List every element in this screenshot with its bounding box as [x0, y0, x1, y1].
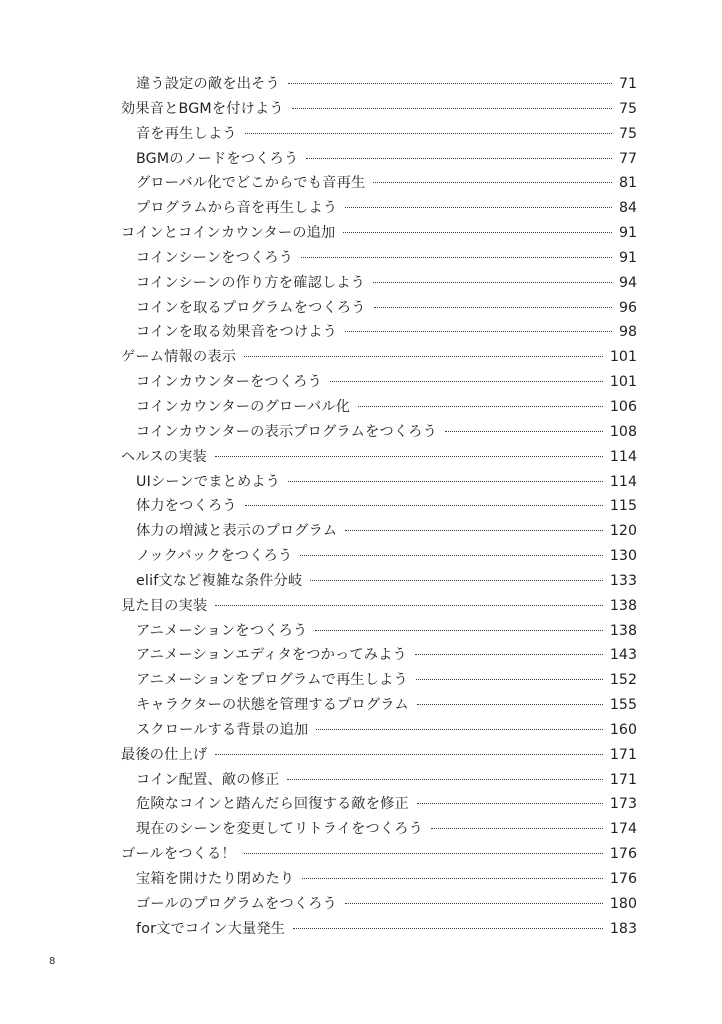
toc-entry-page-number: 173 [609, 796, 637, 813]
toc-entry-title: コイン配置、敵の修正 [136, 771, 280, 788]
dot-leader [301, 256, 612, 258]
table-of-contents [121, 72, 637, 942]
dot-leader [445, 430, 603, 432]
toc-subsection-entry [121, 668, 637, 693]
toc-entry-title: ノックバックをつくろう [136, 548, 293, 565]
toc-subsection-entry [121, 470, 637, 495]
toc-entry-page-number: 171 [609, 746, 637, 763]
dot-leader [244, 355, 603, 357]
toc-subsection-entry [121, 395, 637, 420]
toc-entry-page-number: 115 [609, 498, 637, 515]
toc-entry-page-number: 143 [609, 647, 637, 664]
toc-subsection-entry [121, 494, 637, 519]
dot-leader [215, 604, 603, 606]
toc-subsection-entry [121, 147, 637, 172]
dot-leader [244, 852, 603, 854]
toc-subsection-entry [121, 320, 637, 345]
toc-entry-page-number: 71 [618, 76, 637, 92]
dot-leader [417, 802, 603, 804]
toc-entry-page-number: 138 [609, 597, 637, 614]
toc-subsection-entry [121, 569, 637, 594]
dot-leader [431, 827, 603, 829]
toc-entry-title: キャラクターの状態を管理するプログラム [136, 697, 409, 714]
toc-subsection-entry [121, 619, 637, 644]
toc-entry-title: 体力をつくろう [136, 498, 237, 515]
toc-entry-page-number: 155 [609, 697, 637, 714]
toc-section-entry [121, 445, 637, 470]
toc-section-entry [121, 743, 637, 768]
toc-entry-page-number: 91 [618, 225, 637, 242]
toc-entry-page-number: 171 [609, 771, 637, 788]
toc-entry-page-number: 81 [618, 175, 637, 192]
toc-entry-page-number: 133 [609, 572, 637, 589]
dot-leader [373, 281, 612, 283]
toc-entry-title: コインカウンターの表示プログラムをつくろう [136, 423, 438, 440]
toc-entry-page-number: 138 [609, 622, 637, 639]
dot-leader [288, 82, 612, 84]
page-number: 8 [49, 956, 56, 967]
toc-subsection-entry [121, 420, 637, 445]
toc-subsection-entry [121, 271, 637, 296]
toc-entry-page-number: 101 [609, 374, 637, 391]
toc-entry-title: for文でコイン大量発生 [136, 920, 286, 937]
toc-entry-title: 音を再生しよう [136, 125, 237, 142]
toc-entry-title: コインとコインカウンターの追加 [121, 225, 336, 242]
toc-entry-page-number: 174 [609, 821, 637, 838]
toc-subsection-entry [121, 718, 637, 743]
toc-subsection-entry [121, 544, 637, 569]
toc-subsection-entry [121, 867, 637, 892]
toc-entry-title: コインを取るプログラムをつくろう [136, 299, 366, 316]
toc-entry-title: コインシーンをつくろう [136, 249, 294, 266]
dot-leader [415, 653, 603, 655]
toc-subsection-entry [121, 246, 637, 271]
dot-leader [245, 504, 603, 506]
toc-subsection-entry [121, 768, 637, 793]
toc-entry-title: 違う設定の敵を出そう [136, 76, 280, 92]
toc-entry-title: ゴールのプログラムをつくろう [136, 895, 338, 912]
toc-entry-title: アニメーションをプログラムで再生しよう [136, 672, 408, 689]
dot-leader [306, 157, 612, 159]
dot-leader [345, 206, 612, 208]
dot-leader [245, 132, 612, 134]
dot-leader [310, 579, 603, 581]
toc-entry-title: 効果音とBGMを付けよう [121, 100, 284, 117]
toc-entry-page-number: 108 [609, 423, 637, 440]
toc-entry-title: ゲーム情報の表示 [121, 349, 237, 366]
toc-entry-page-number: 98 [618, 324, 637, 341]
toc-subsection-entry [121, 693, 637, 718]
dot-leader [417, 703, 603, 705]
dot-leader [358, 405, 603, 407]
toc-section-entry [121, 97, 637, 122]
toc-subsection-entry [121, 917, 637, 942]
toc-subsection-entry [121, 171, 637, 196]
toc-entry-page-number: 106 [609, 398, 637, 415]
dot-leader [300, 554, 602, 556]
toc-entry-title: アニメーションをつくろう [136, 622, 308, 639]
dot-leader [288, 480, 603, 482]
dot-leader [287, 778, 602, 780]
toc-entry-title: 現在のシーンを変更してリトライをつくろう [136, 821, 424, 838]
toc-section-entry [121, 842, 637, 867]
toc-subsection-entry [121, 792, 637, 817]
toc-entry-page-number: 152 [609, 672, 637, 689]
toc-entry-title: コインシーンの作り方を確認しよう [136, 274, 366, 291]
toc-entry-title: グローバル化でどこからでも音再生 [136, 175, 366, 192]
toc-entry-title: 危険なコインと踏んだら回復する敵を修正 [136, 796, 409, 813]
toc-entry-title: ゴールをつくる！ [121, 846, 236, 863]
toc-subsection-entry [121, 519, 637, 544]
toc-entry-page-number: 75 [618, 125, 637, 142]
toc-subsection-entry [121, 370, 637, 395]
toc-entry-page-number: 114 [609, 448, 637, 465]
dot-leader [292, 107, 612, 109]
toc-entry-title: スクロールする背景の追加 [136, 721, 309, 738]
toc-entry-page-number: 75 [618, 100, 637, 117]
toc-entry-title: elif文など複雑な条件分岐 [136, 572, 303, 589]
dot-leader [316, 728, 603, 730]
toc-entry-page-number: 130 [609, 548, 637, 565]
toc-entry-title: UIシーンでまとめよう [136, 473, 281, 490]
toc-entry-page-number: 176 [609, 871, 637, 887]
dot-leader [345, 902, 603, 904]
toc-entry-page-number: 101 [609, 349, 637, 366]
toc-subsection-entry [121, 643, 637, 668]
toc-entry-page-number: 120 [609, 523, 637, 540]
toc-entry-page-number: 77 [618, 150, 637, 167]
toc-entry-title: コインを取る効果音をつけよう [136, 324, 338, 341]
dot-leader [343, 231, 612, 233]
toc-entry-title: ヘルスの実装 [121, 448, 207, 465]
toc-entry-page-number: 84 [618, 200, 637, 217]
toc-subsection-entry [121, 296, 637, 321]
toc-entry-page-number: 176 [609, 846, 637, 863]
dot-leader [315, 629, 603, 631]
toc-entry-title: 見た目の実装 [121, 597, 208, 614]
toc-section-entry [121, 221, 637, 246]
toc-entry-page-number: 96 [618, 299, 637, 316]
toc-subsection-entry [121, 892, 637, 917]
toc-entry-title: コインカウンターをつくろう [136, 374, 323, 391]
toc-entry-title: 最後の仕上げ [121, 746, 208, 763]
dot-leader [293, 927, 603, 929]
toc-entry-page-number: 114 [609, 473, 637, 490]
toc-entry-title: 体力の増減と表示のプログラム [136, 523, 338, 540]
dot-leader [373, 181, 612, 183]
toc-entry-title: アニメーションエディタをつかってみよう [136, 647, 407, 664]
dot-leader [416, 678, 603, 680]
toc-entry-title: コインカウンターのグローバル化 [136, 398, 351, 415]
toc-entry-page-number: 180 [609, 895, 637, 912]
toc-subsection-entry [121, 72, 637, 97]
toc-entry-page-number: 183 [609, 920, 637, 937]
dot-leader [330, 380, 603, 382]
toc-entry-page-number: 91 [618, 249, 637, 266]
dot-leader [215, 455, 603, 457]
toc-entry-title: プログラムから音を再生しよう [136, 200, 338, 217]
toc-subsection-entry [121, 196, 637, 221]
toc-entry-page-number: 160 [609, 721, 637, 738]
dot-leader [374, 306, 612, 308]
toc-entry-title: BGMのノードをつくろう [136, 150, 299, 167]
toc-section-entry [121, 345, 637, 370]
toc-subsection-entry [121, 122, 637, 147]
toc-section-entry [121, 594, 637, 619]
dot-leader [345, 330, 612, 332]
dot-leader [302, 877, 603, 879]
dot-leader [215, 753, 603, 755]
toc-subsection-entry [121, 817, 637, 842]
toc-entry-page-number: 94 [618, 274, 637, 291]
dot-leader [345, 529, 603, 531]
toc-entry-title: 宝箱を開けたり閉めたり [136, 871, 295, 887]
